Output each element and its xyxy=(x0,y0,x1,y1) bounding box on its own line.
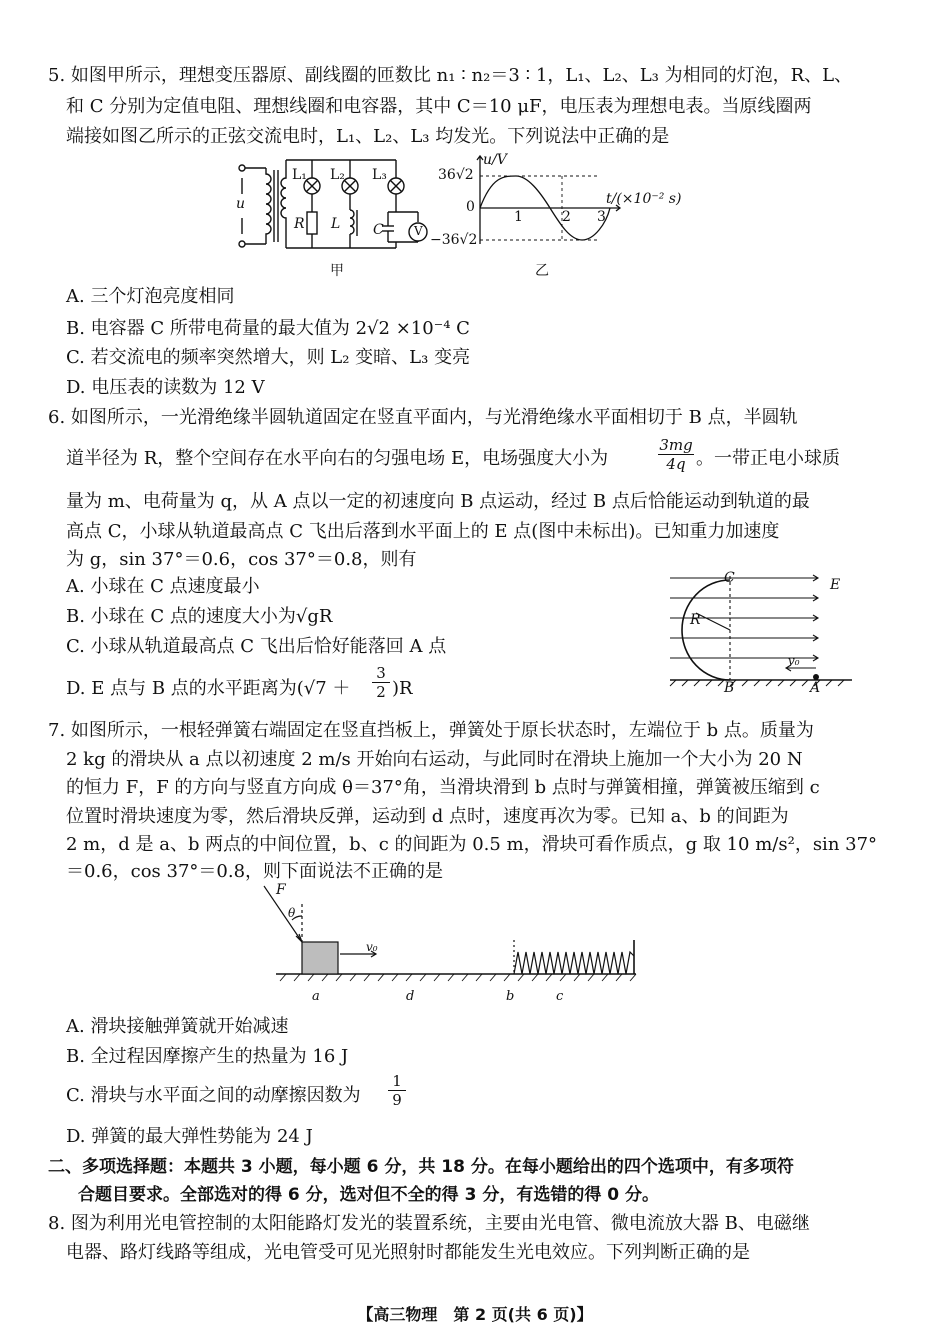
q5-option-d: D. 电压表的读数为 12 V xyxy=(66,377,265,398)
q6-label-R: R xyxy=(690,612,701,628)
q5-caption-a: 甲 xyxy=(330,263,344,279)
q7-option-a: A. 滑块接触弹簧就开始减速 xyxy=(66,1016,289,1037)
q5-chart-tick-1: 1 xyxy=(514,209,523,225)
q5-chart-xlabel: t/(×10⁻² s) xyxy=(606,191,682,207)
section2-heading-line2: 合题目要求。全部选对的得 6 分，选对但不全的得 3 分，有选错的得 0 分。 xyxy=(78,1185,659,1205)
q5-chart-tick-3: 3 xyxy=(597,209,606,225)
q5-chart-ybottom: −36√2 xyxy=(430,232,478,248)
q5-label-L3: L₃ xyxy=(372,167,387,183)
q7-label-d: d xyxy=(406,989,415,1004)
q7-optc-frac-den: 9 xyxy=(392,1091,402,1109)
q5-line-3: 端接如图乙所示的正弦交流电时，L₁、L₂、L₃ 均发光。下列说法中正确的是 xyxy=(66,126,670,147)
q5-option-b: B. 电容器 C 所带电荷量的最大值为 2√2 ×10⁻⁴ C xyxy=(66,318,470,339)
q5-chart-ytop: 36√2 xyxy=(438,167,474,183)
q6-line-3: 量为 m、电荷量为 q，从 A 点以一定的初速度向 B 点运动，经过 B 点后恰能运动到轨道的最 xyxy=(66,491,810,512)
q7-label-F: F xyxy=(276,882,286,898)
q6-line-5: 为 g，sin 37°＝0.6，cos 37°＝0.8，则有 xyxy=(66,549,417,570)
q5-chart-yzero: 0 xyxy=(466,199,475,215)
q5-chart-tick-2: 2 xyxy=(562,209,571,225)
q8-line-2: 电器、路灯线路等组成，光电管受可见光照射时都能发生光电效应。下列判断正确的是 xyxy=(66,1242,750,1263)
q6-optd-frac-den: 2 xyxy=(376,683,386,701)
q6-label-A: A xyxy=(810,680,821,696)
q5-option-c: C. 若交流电的频率突然增大，则 L₂ 变暗、L₃ 变亮 xyxy=(66,347,471,368)
q6-track-figure xyxy=(666,568,856,696)
q7-option-b: B. 全过程因摩擦产生的热量为 16 J xyxy=(66,1046,349,1067)
q6-line-2: 道半径为 R，整个空间存在水平向右的匀强电场 E，电场强度大小为 xyxy=(66,448,609,469)
q6-option-d-tail: )R xyxy=(392,678,413,699)
q7-option-c: C. 滑块与水平面之间的动摩擦因数为 xyxy=(66,1085,361,1106)
q6-label-B: B xyxy=(724,680,735,696)
q6-option-b: B. 小球在 C 点的速度大小为√gR xyxy=(66,606,333,627)
q5-label-L1: L₁ xyxy=(292,167,307,183)
q5-label-u: u xyxy=(236,196,246,212)
q6-line-1: 6. 如图所示，一光滑绝缘半圆轨道固定在竖直平面内，与光滑绝缘水平面相切于 B 点，半圆轨 xyxy=(48,407,798,428)
q7-line-4: 位置时滑块速度为零，然后滑块反弹，运动到 d 点时，速度再次为零。已知 a、b 的间距为 xyxy=(66,806,789,827)
q6-label-v0: v₀ xyxy=(788,654,800,668)
q8-line-1: 8. 图为利用光电管控制的太阳能路灯发光的装置系统，主要由光电管、微电流放大器 B、电磁继 xyxy=(48,1213,810,1234)
q7-label-a: a xyxy=(312,989,320,1004)
q6-field-fraction xyxy=(658,436,694,473)
q5-option-a: A. 三个灯泡亮度相同 xyxy=(66,286,235,307)
q7-line-3: 的恒力 F，F 的方向与竖直方向成 θ＝37°角，当滑块滑到 b 点时与弹簧相撞，弹簧被压缩到 c xyxy=(66,777,820,798)
q5-line-1: 5. 如图甲所示，理想变压器原、副线圈的匝数比 n₁ ∶ n₂＝3 ∶ 1，L₁、L₂、L₃ 为相同的灯泡，R、L、 xyxy=(48,65,853,86)
q6-frac-den: 4q xyxy=(666,455,686,473)
q7-option-c-fraction xyxy=(388,1072,406,1109)
q7-label-v0: v₀ xyxy=(366,940,378,954)
q5-label-R: R xyxy=(294,216,305,232)
q7-label-theta: θ xyxy=(288,906,296,920)
q6-label-E: E xyxy=(830,577,841,593)
q5-line-2: 和 C 分别为定值电阻、理想线圈和电容器，其中 C＝10 μF，电压表为理想电表。当原线圈两 xyxy=(66,96,812,117)
section2-heading-line1: 二、多项选择题：本题共 3 小题，每小题 6 分，共 18 分。在每小题给出的四个选项中，有多项符 xyxy=(48,1157,794,1177)
q7-spring-figure xyxy=(256,884,648,988)
q7-option-d: D. 弹簧的最大弹性势能为 24 J xyxy=(66,1126,313,1147)
q5-chart-ylabel: u/V xyxy=(483,152,507,168)
q5-label-L: L xyxy=(331,216,341,232)
q7-label-b: b xyxy=(506,989,515,1004)
q6-option-d: D. E 点与 B 点的水平距离为(√7 ＋ xyxy=(66,678,351,699)
q5-circuit-figure xyxy=(228,156,428,276)
q7-label-c: c xyxy=(556,989,564,1004)
q7-line-5: 2 m，d 是 a、b 两点的中间位置，b、c 的间距为 0.5 m，滑块可看作质点，g 取 10 m/s²，sin 37° xyxy=(66,834,878,855)
q6-line-4: 高点 C，小球从轨道最高点 C 飞出后落到水平面上的 E 点(图中未标出)。已知重力加速度 xyxy=(66,521,780,542)
q6-option-c: C. 小球从轨道最高点 C 飞出后恰好能落回 A 点 xyxy=(66,636,447,657)
page-footer: 【高三物理 第 2 页(共 6 页)】 xyxy=(357,1305,593,1324)
q7-line-6: ＝0.6，cos 37°＝0.8，则下面说法不正确的是 xyxy=(66,861,444,882)
q7-line-1: 7. 如图所示，一根轻弹簧右端固定在竖直挡板上，弹簧处于原长状态时，左端位于 b 点。质量为 xyxy=(48,720,814,741)
q7-line-2: 2 kg 的滑块从 a 点以初速度 2 m/s 开始向右运动，与此同时在滑块上施加一个大小为 20 N xyxy=(66,749,803,770)
q6-line-2-tail: 。一带正电小球质 xyxy=(696,448,840,469)
q6-label-C: C xyxy=(724,570,735,586)
q5-caption-b: 乙 xyxy=(535,263,549,279)
q7-optc-frac-num: 1 xyxy=(388,1072,406,1091)
q5-label-C: C xyxy=(373,222,384,238)
q5-label-V: V xyxy=(414,224,423,238)
q6-option-d-fraction xyxy=(372,664,390,701)
q5-label-L2: L₂ xyxy=(330,167,345,183)
q6-option-a: A. 小球在 C 点速度最小 xyxy=(66,576,260,597)
q6-optd-frac-num: 3 xyxy=(372,664,390,683)
q6-frac-num: 3mg xyxy=(659,436,693,454)
